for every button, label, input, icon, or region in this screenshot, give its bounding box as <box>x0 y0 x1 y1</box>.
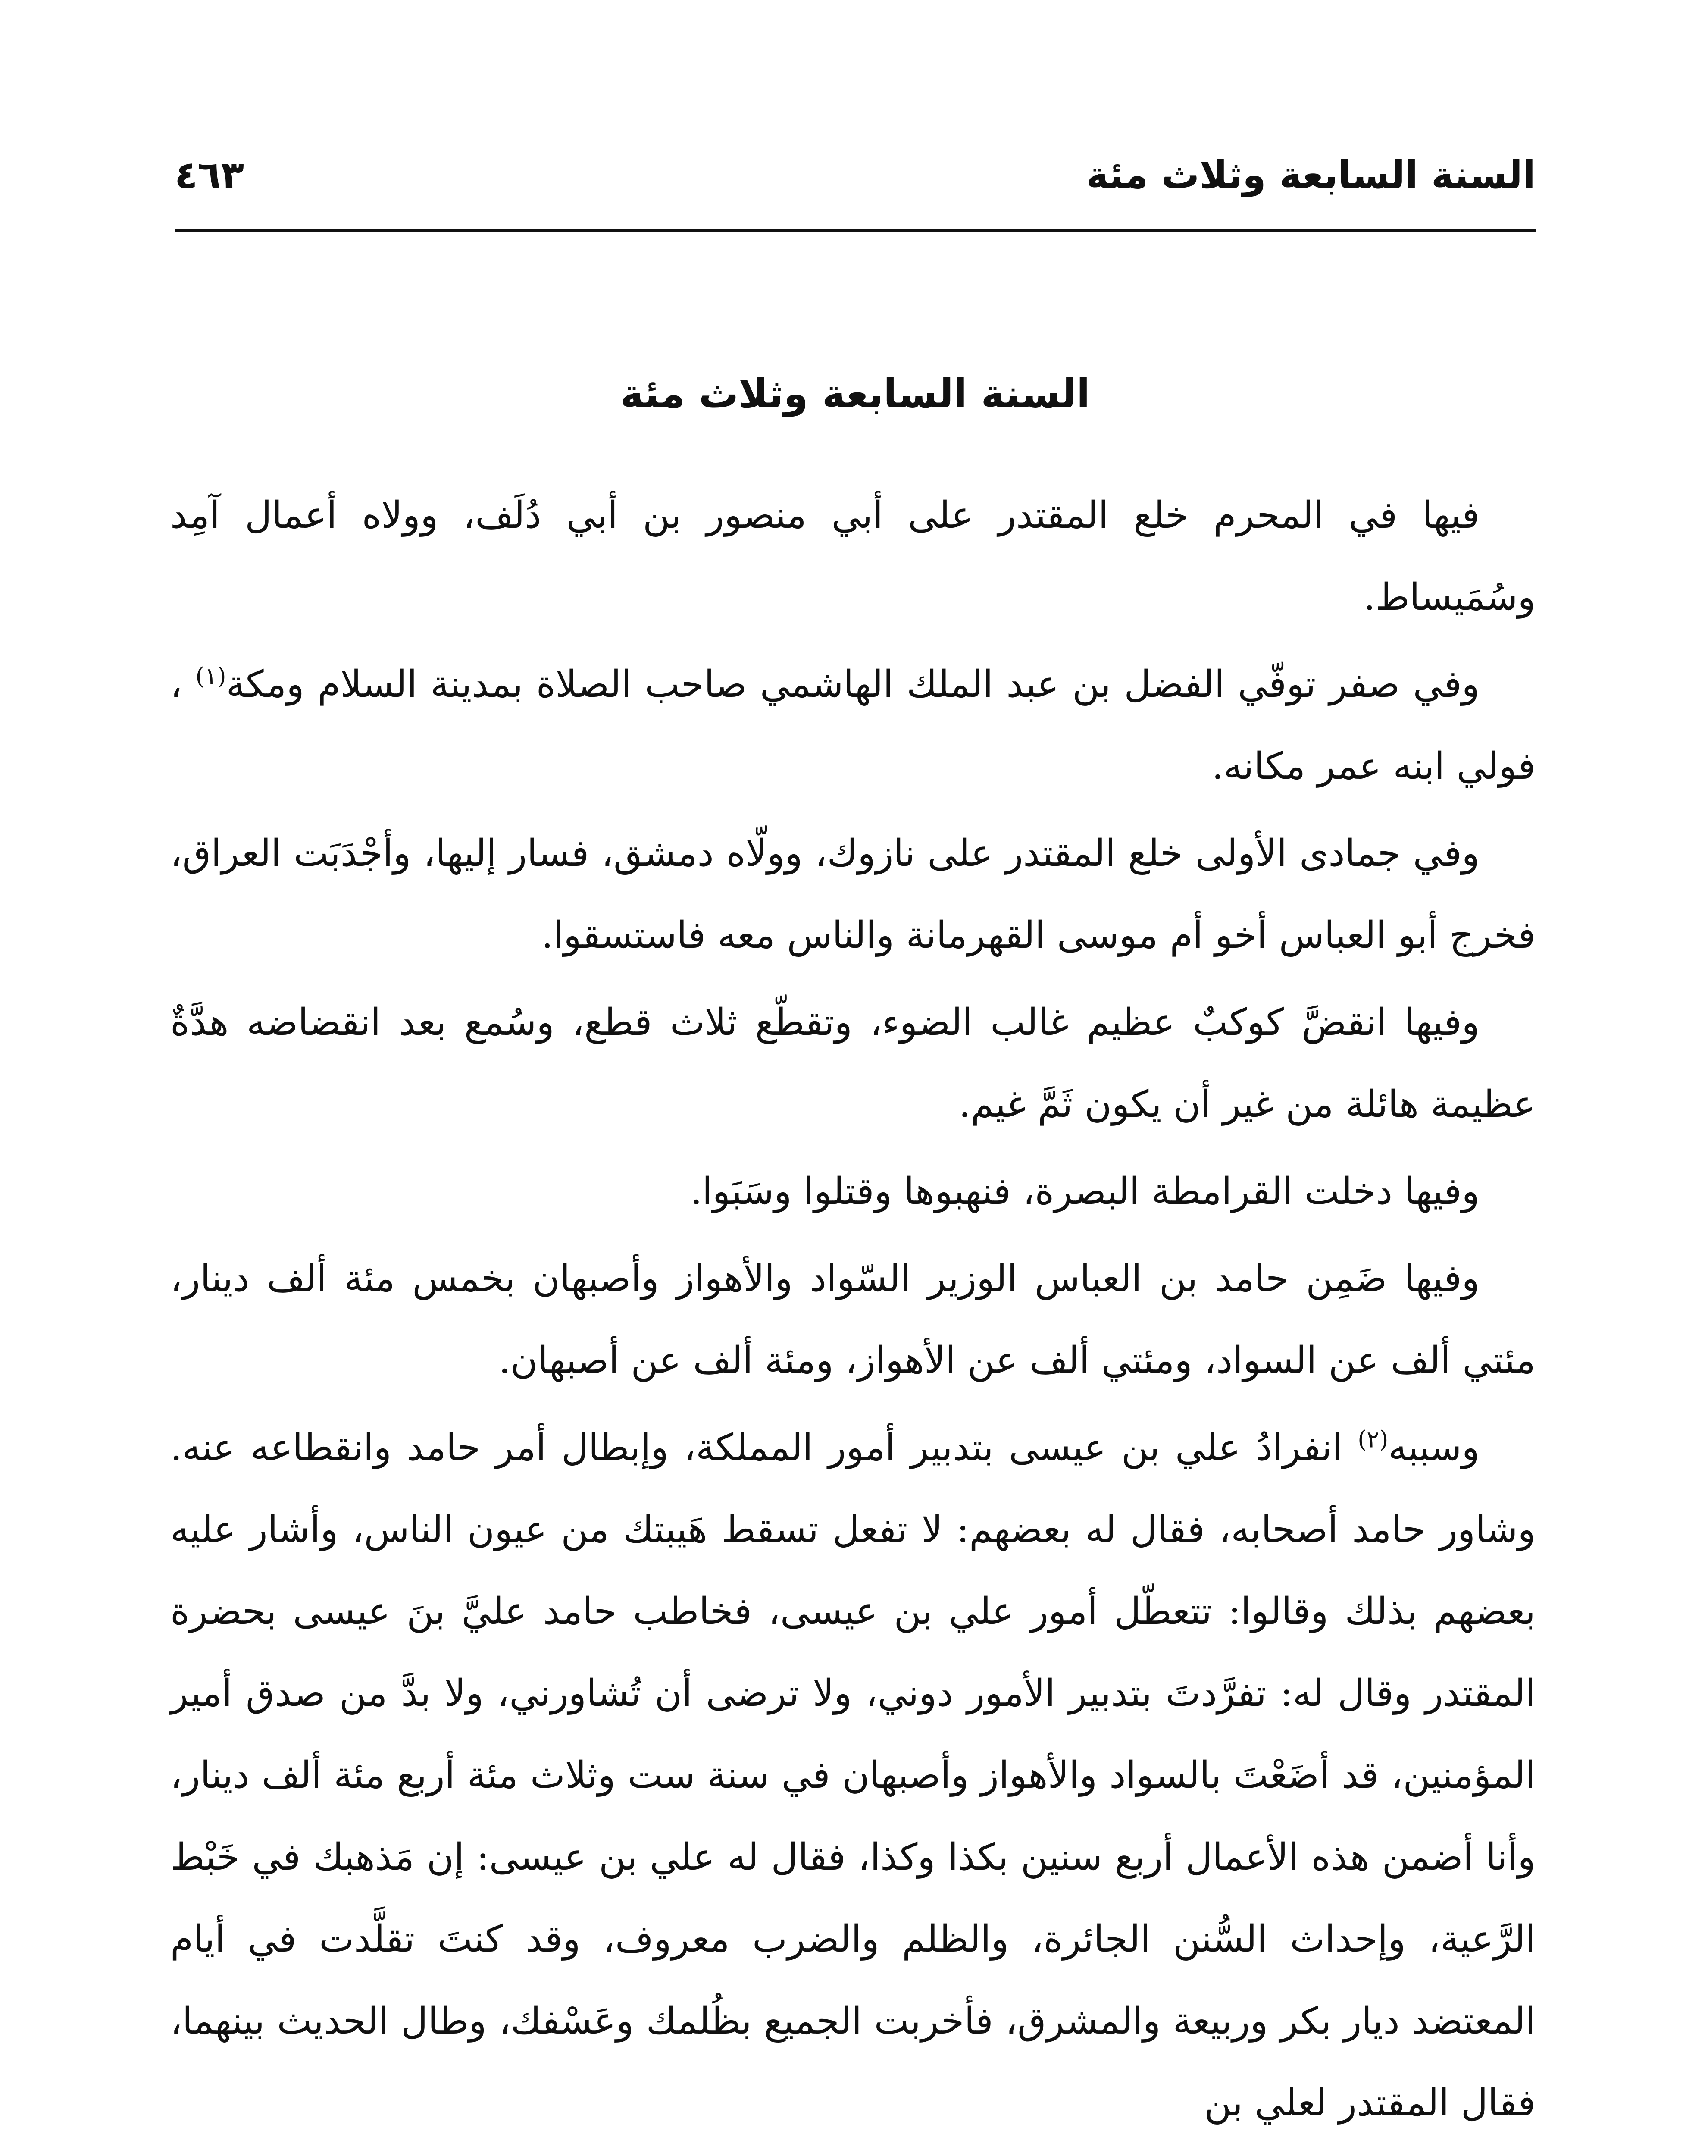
paragraph: فيها في المحرم خلع المقتدر على أبي منصور بن أبي دُلَف، وولاه أعمال آمِد وسُمَيساط. <box>170 494 1536 619</box>
paragraph: وفيها ضَمِن حامد بن العباس الوزير السّواد والأهواز وأصبهان بخمس مئة ألف دينار، مئتي ألف عن السواد، ومئتي ألف عن الأهواز، ومئة ألف عن أصبهان. <box>170 1257 1536 1382</box>
page-number: ٤٦٣ <box>175 152 244 197</box>
paragraph: وفيها دخلت القرامطة البصرة، فنهبوها وقتلوا وسَبَوا. <box>690 1170 1480 1213</box>
paragraph <box>170 1407 1536 2144</box>
body-text <box>170 474 1536 2149</box>
paragraph: وفيها انقضَّ كوكبٌ عظيم غالب الضوء، وتقطّع ثلاث قطع، وسُمع بعد انقضاضه هدَّةٌ عظيمة هائلة من غير أن يكون ثَمَّ غيم. <box>170 1001 1536 1126</box>
paragraph-text: وسببه <box>1388 1426 1480 1469</box>
paragraph-text: انفرادُ علي بن عيسى بتدبير أمور المملكة، وإبطال أمر حامد وانقطاعه عنه. وشاور حامد أصحابه، فقال له بعضهم: لا تفعل تسقط هَيبتك من عيون الناس، وأشار عليه بعضهم بذلك وقالوا: تتعطّل أمور علي بن عيسى، فخاطب حامد عليَّ بنَ عيسى بحضرة المقتدر وقال له: تفرَّدتَ بتدبير الأمور دوني، ولا ترضى أن تُشاورني، ولا بدَّ من صدق أمير المؤمنين، قد أضَعْتَ بالسواد والأهواز وأصبهان في سنة ست وثلاث مئة أربع مئة ألف دينار، وأنا أضمن هذه الأعمال أربع سنين بكذا وكذا، فقال له علي بن عيسى: إن مَذهبك في خَبْط الرَّعية، وإحداث السُّنن الجائرة، والظلم والضرب معروف، وقد كنتَ تقلَّدت في أيام المعتضد ديار بكر وربيعة والمشرق، فأخربت الجميع بظُلمك وعَسْفك، وطال الحديث بينهما، فقال المقتدر لعلي بن <box>170 1426 1536 2125</box>
paragraph: وفي جمادى الأولى خلع المقتدر على نازوك، وولّاه دمشق، فسار إليها، وأجْدَبَت العراق، فخرج أبو العباس أخو أم موسى القهرمانة والناس معه فاستسقوا. <box>170 832 1536 957</box>
paragraph-text: ، فولي ابنه عمر مكانه. <box>170 663 1536 788</box>
footnote-reference[interactable]: (٢) <box>1358 1426 1389 1453</box>
footnote-reference[interactable]: (١) <box>195 662 226 690</box>
section-heading: السنة السابعة وثلاث مئة <box>620 371 1090 417</box>
paragraph-text: وفي صفر توفّي الفضل بن عبد الملك الهاشمي صاحب الصلاة بمدينة السلام ومكة <box>226 663 1480 706</box>
running-header <box>175 142 1536 207</box>
running-header-title: السنة السابعة وثلاث مئة <box>1086 152 1536 197</box>
paragraph <box>170 643 1536 807</box>
header-divider <box>175 229 1536 232</box>
